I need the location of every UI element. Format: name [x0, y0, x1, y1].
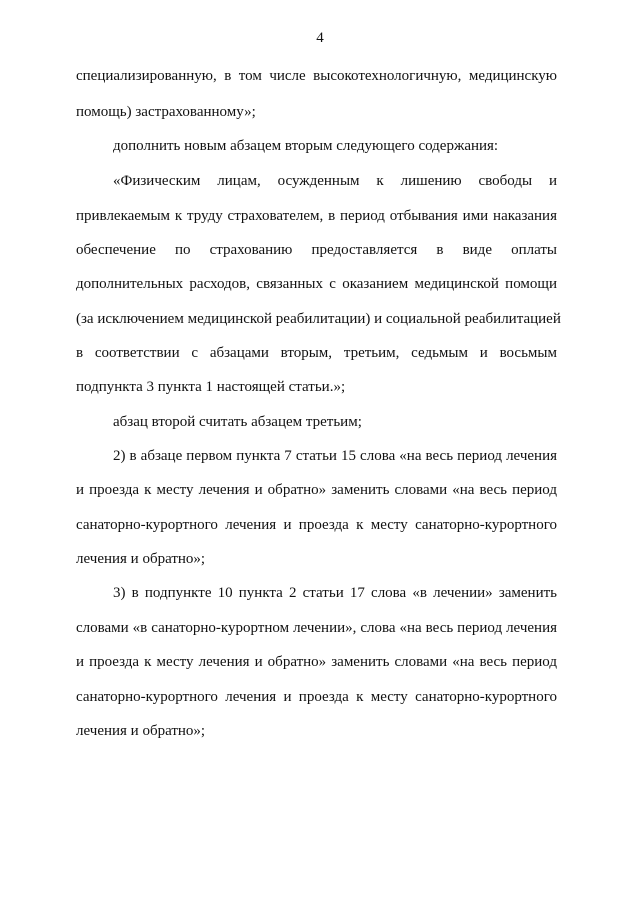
text-line: в соответствии с абзацами вторым, третьим, седьмым и восьмым [76, 345, 557, 361]
text-line: помощь) застрахованному»; [76, 104, 256, 120]
text-line: лечения и обратно»; [76, 551, 206, 567]
text-line: (за исключением медицинской реабилитации) и социальной реабилитацией [76, 311, 561, 327]
text-line: и проезда к месту лечения и обратно» заменить словами «на весь период [76, 654, 557, 670]
text-line: привлекаемым к труду страхователем, в период отбывания ими наказания [76, 208, 557, 224]
text-line: санаторно-курортного лечения и проезда к месту санаторно-курортного [76, 689, 557, 705]
text-line: лечения и обратно»; [76, 723, 206, 739]
text-line: дополнить новым абзацем вторым следующего содержания: [113, 138, 499, 154]
text-line: подпункта 3 пункта 1 настоящей статьи.»; [76, 379, 346, 395]
text-line: специализированную, в том числе высокотехнологичную, медицинскую [76, 68, 557, 84]
text-line: 3) в подпункте 10 пункта 2 статьи 17 слова «в лечении» заменить [113, 585, 557, 601]
text-line: абзац второй считать абзацем третьим; [113, 414, 362, 430]
text-line: дополнительных расходов, связанных с оказанием медицинской помощи [76, 276, 557, 292]
page-number: 4 [316, 30, 324, 46]
text-line: обеспечение по страхованию предоставляется в виде оплаты [76, 242, 557, 258]
text-line: санаторно-курортного лечения и проезда к месту санаторно-курортного [76, 517, 557, 533]
text-line: 2) в абзаце первом пункта 7 статьи 15 слова «на весь период лечения [113, 448, 557, 464]
text-line: и проезда к месту лечения и обратно» заменить словами «на весь период [76, 482, 557, 498]
text-line: словами «в санаторно-курортном лечении», слова «на весь период лечения [76, 620, 557, 636]
text-line: «Физическим лицам, осужденным к лишению свободы и [113, 173, 557, 189]
